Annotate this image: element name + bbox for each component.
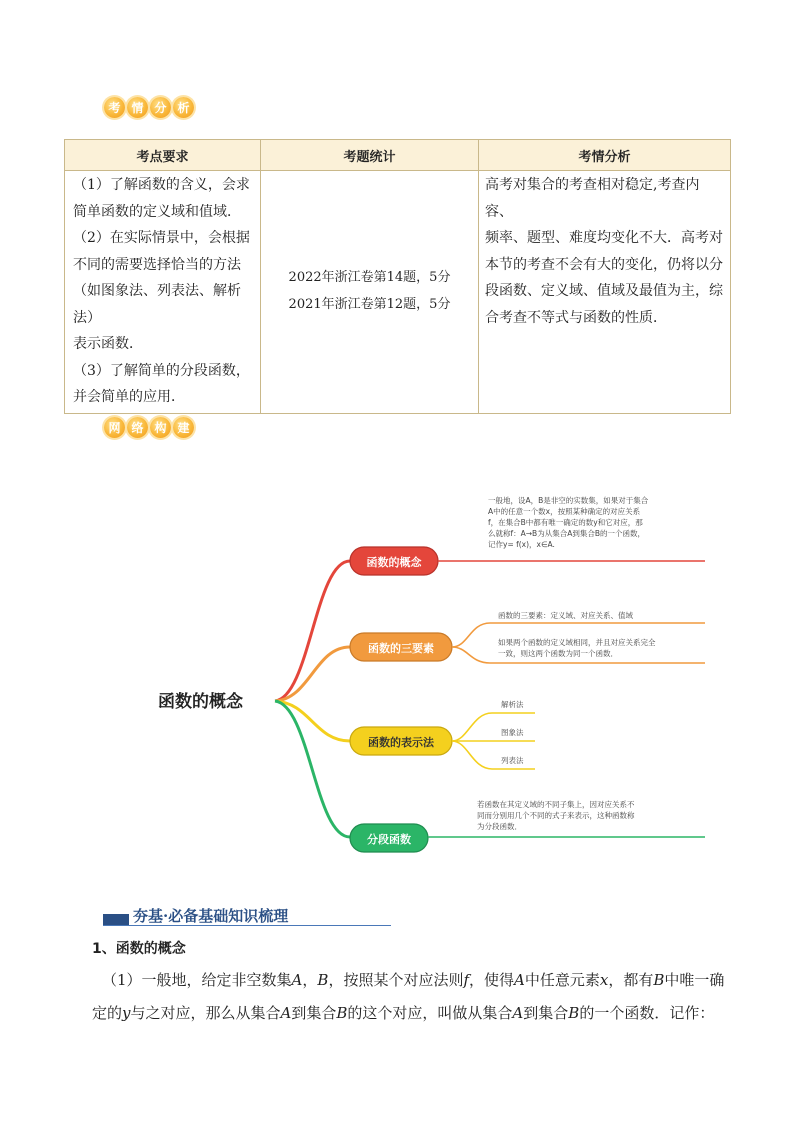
badge-char: 分: [150, 97, 171, 118]
badge-char: 考: [104, 97, 125, 118]
mindmap-root: 函数的概念: [158, 692, 243, 712]
column-header: 考点要求: [65, 140, 261, 171]
requirement-line: 简单函数的定义域和值域．: [73, 203, 241, 220]
requirement-line: 并会简单的应用．: [73, 389, 185, 405]
text-run: （1）一般地，给定非空数集: [102, 971, 292, 989]
text-run: 中任意元素: [524, 971, 600, 989]
analysis-line: 段函数、定义域、值域及最值为主，综: [485, 283, 723, 299]
exam-analysis-table: [64, 139, 731, 414]
branch-label: 函数的三要素: [368, 642, 434, 655]
branch-label: 函数的概念: [366, 556, 422, 569]
mind-map: [150, 485, 720, 870]
note-line: 一致，则这两个函数为同一个函数．: [498, 649, 618, 658]
piecewise-definition-note: [477, 799, 635, 831]
method-label: 解析法: [501, 700, 524, 709]
analysis-cell: [479, 171, 731, 414]
text-run: 的一个函数．记作：: [579, 1004, 715, 1022]
section-header: [103, 905, 391, 927]
section-badge-analysis: [104, 97, 194, 118]
badge-char: 络: [127, 417, 148, 438]
branch-three: [350, 633, 452, 661]
note-line: 记作y= f(x)，x∈A.: [488, 540, 555, 549]
text-run: 到集合: [523, 1004, 569, 1022]
concept-definition-note: [488, 495, 649, 550]
analysis-line: 频率、题型、难度均变化不大．高考对: [485, 230, 723, 246]
branch-concept: [350, 547, 438, 575]
text-run: 与之对应，那么从集合: [130, 1004, 281, 1022]
badge-char: 构: [150, 417, 171, 438]
definition-paragraph: [92, 964, 732, 1030]
branch-repr: [350, 727, 452, 755]
table-row: [65, 171, 731, 414]
math-var: B: [653, 971, 665, 989]
text-run: 到集合: [291, 1004, 337, 1022]
badge-char: 网: [104, 417, 125, 438]
requirement-line: 不同的需要选择恰当的方法: [73, 256, 241, 273]
note-line: 若函数在其定义域的不同子集上，因对应关系不: [477, 800, 635, 809]
requirement-line: （1）了解函数的含义，会求: [73, 177, 250, 193]
same-function-note: [498, 637, 656, 659]
stat-line: 2021年浙江卷第12题，5分: [288, 296, 451, 312]
column-header: 考情分析: [479, 140, 731, 171]
requirement-line: （2）在实际情景中，会根据: [73, 230, 250, 246]
table-header-row: [65, 140, 731, 171]
requirement-line: （如图象法、列表法、解析法）: [73, 283, 241, 326]
note-line: f，在集合B中都有唯一确定的数y和它对应，那: [488, 518, 643, 527]
section-underline: [103, 925, 391, 926]
branch-piecewise: [350, 824, 428, 852]
note-line: 么就称f：A→B为从集合A到集合B的一个函数，: [488, 529, 645, 538]
stats-cell: [261, 171, 479, 414]
note-line: 为分段函数．: [477, 822, 522, 831]
math-var: A: [512, 1004, 524, 1022]
math-var: B: [336, 1004, 348, 1022]
note-line: 同而分别用几个不同的式子来表示，这种函数称: [477, 811, 635, 820]
branch-line-concept: [275, 561, 350, 701]
analysis-line: 本节的考查不会有大的变化，仍将以分: [485, 256, 723, 273]
section-header-bar: [103, 914, 129, 925]
column-header: 考题统计: [261, 140, 479, 171]
requirement-line: （3）了解简单的分段函数，: [73, 362, 250, 379]
subsection-heading: 1、函数的概念: [92, 941, 186, 957]
section-title: 夯基·必备基础知识梳理: [133, 907, 289, 925]
text-run: ，: [302, 971, 318, 989]
text-run: ，使得: [469, 971, 515, 989]
method-label: 图象法: [501, 728, 524, 737]
badge-char: 情: [127, 97, 148, 118]
requirements-cell: [65, 171, 261, 414]
section-badge-network: [104, 417, 194, 438]
math-var: A: [291, 971, 303, 989]
note-line: 如果两个函数的定义域相同，并且对应关系完全: [498, 638, 656, 647]
math-var: B: [317, 971, 329, 989]
branch-label: 分段函数: [367, 833, 411, 846]
badge-char: 建: [173, 417, 194, 438]
badge-char: 析: [173, 97, 194, 118]
note-line: 一般地，设A，B是非空的实数集，如果对于集合: [488, 496, 649, 505]
branch-label: 函数的表示法: [368, 736, 434, 749]
note-line: A中的任意一个数x，按照某种确定的对应关系: [488, 507, 641, 516]
stat-line: 2022年浙江卷第14题，5分: [288, 270, 451, 286]
analysis-line: 高考对集合的考查相对稳定,考查内容、: [485, 177, 700, 220]
requirement-line: 表示函数．: [73, 336, 143, 352]
math-var: B: [568, 1004, 580, 1022]
analysis-line: 合考查不等式与函数的性质．: [485, 309, 667, 326]
math-var: f: [463, 971, 470, 989]
text-run: 的这个对应，叫做从集合: [347, 1004, 513, 1022]
method-label: 列表法: [501, 756, 524, 765]
math-var: x: [599, 971, 609, 989]
math-var: A: [280, 1004, 292, 1022]
math-var: A: [514, 971, 525, 989]
text-run: ，按照某个对应法则: [328, 971, 464, 989]
math-var: y: [122, 1004, 131, 1022]
text-run: 中唯一确定的: [92, 971, 725, 1022]
text-run: ，都有: [608, 971, 654, 989]
three-elements-note: 函数的三要素：定义域、对应关系、值域: [498, 611, 633, 620]
